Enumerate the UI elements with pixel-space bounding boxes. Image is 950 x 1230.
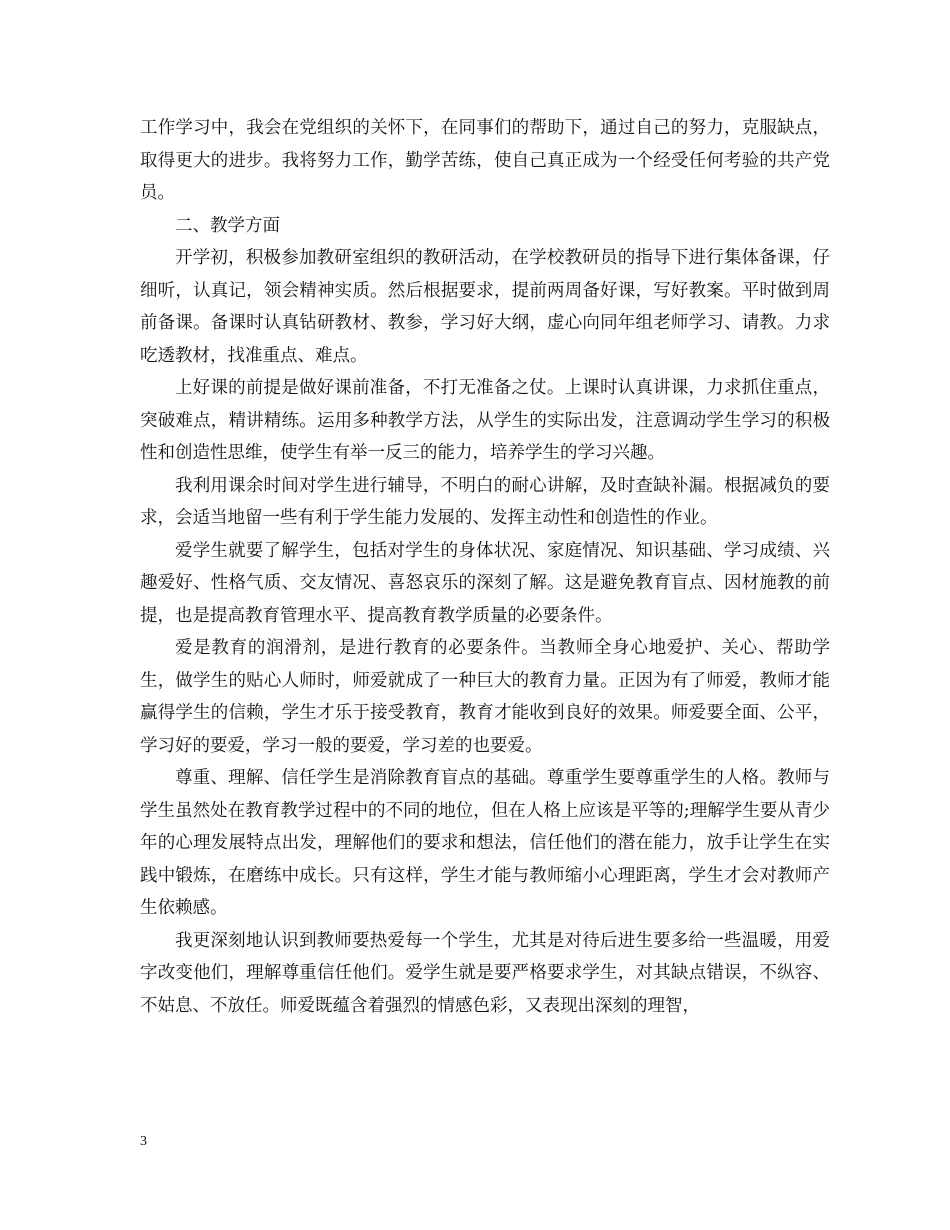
paragraph-8: 尊重、理解、信任学生是消除教育盲点的基础。尊重学生要尊重学生的人格。教师与学生虽然处在教育教学过程中的不同的地位，但在人格上应该是平等的;理解学生要从青少年的心理发展特点出发，理解他们的要求和想法，信任他们的潜在能力，放手让学生在实践中锻炼，在磨练中成长。只有这样，学生才能与教师缩小心理距离，学生才会对教师产生依赖感。 bbox=[140, 768, 830, 918]
paragraph-1: 工作学习中，我会在党组织的关怀下，在同事们的帮助下，通过自己的努力，克服缺点，取得更大的进步。我将努力工作，勤学苦练，使自己真正成为一个经受任何考验的共产党员。 bbox=[140, 118, 830, 203]
paragraph-3: 开学初，积极参加教研室组织的教研活动，在学校教研员的指导下进行集体备课，仔细听，认真记，领会精神实质。然后根据要求，提前两周备好课，写好教案。平时做到周前备课。备课时认真钻研教材、教参，学习好大纲，虚心向同年组老师学习、请教。力求吃透教材，找准重点、难点。 bbox=[140, 248, 830, 366]
paragraph-7: 爱是教育的润滑剂，是进行教育的必要条件。当教师全身心地爱护、关心、帮助学生，做学生的贴心人师时，师爱就成了一种巨大的教育力量。正因为有了师爱，教师才能赢得学生的信赖，学生才乐于接受教育，教育才能收到良好的效果。师爱要全面、公平，学习好的要爱，学习一般的要爱，学习差的也要爱。 bbox=[140, 638, 830, 756]
page-number: 3 bbox=[140, 1134, 147, 1149]
paragraph-6: 爱学生就要了解学生，包括对学生的身体状况、家庭情况、知识基础、学习成绩、兴趣爱好、性格气质、交友情况、喜怒哀乐的深刻了解。这是避免教育盲点、因材施教的前提，也是提高教育管理水平、提高教育教学质量的必要条件。 bbox=[140, 540, 830, 626]
document-body bbox=[140, 112, 830, 1022]
section-heading-teaching: 二、教学方面 bbox=[175, 215, 280, 236]
paragraph-9: 我更深刻地认识到教师要热爱每一个学生，尤其是对待后进生要多给一些温暖，用爱字改变他们，理解尊重信任他们。爱学生就是要严格要求学生，对其缺点错误，不纵容、不姑息、不放任。师爱既蕴含着强烈的情感色彩，又表现出深刻的理智， bbox=[140, 930, 830, 1016]
paragraph-4: 上好课的前提是做好课前准备，不打无准备之仗。上课时认真讲课，力求抓住重点，突破难点，精讲精练。运用多种教学方法，从学生的实际出发，注意调动学生学习的积极性和创造性思维，使学生有举一反三的能力，培养学生的学习兴趣。 bbox=[140, 378, 830, 463]
paragraph-5: 我利用课余时间对学生进行辅导，不明白的耐心讲解，及时查缺补漏。根据减负的要求，会适当地留一些有利于学生能力发展的、发挥主动性和创造性的作业。 bbox=[140, 475, 830, 528]
